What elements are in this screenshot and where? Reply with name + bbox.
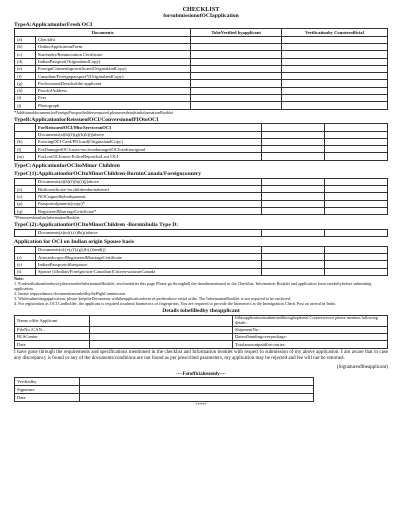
table-row <box>15 261 388 268</box>
row-num <box>15 178 36 185</box>
section-c2-table <box>14 229 388 237</box>
check-cell[interactable] <box>325 193 388 200</box>
check-cell[interactable] <box>281 65 387 72</box>
check-cell[interactable] <box>281 87 387 94</box>
row-num: (g) <box>15 80 36 87</box>
table-row <box>15 43 388 50</box>
table-row <box>15 268 388 275</box>
section-a-note: *AdditionaldocumentforForeignPassportholdersrequired,pleaseseedetailsinInformationBooklet <box>14 109 174 115</box>
col-verified-counter: Verificationby Counterofficial <box>281 29 387 36</box>
row-doc: ForDamagedOCIcases-enclosedamagedOCIcardinoriginal <box>36 146 262 153</box>
section-a-table <box>14 28 388 109</box>
office-input[interactable] <box>80 394 314 402</box>
table-row <box>15 65 388 72</box>
details-label: Date <box>15 341 90 348</box>
check-cell[interactable] <box>262 178 325 185</box>
check-cell[interactable] <box>281 102 387 109</box>
check-cell[interactable] <box>325 153 388 160</box>
section-b-header: ForReissueofOCI/MiscServiceonOCI <box>36 124 262 131</box>
check-cell[interactable] <box>325 229 388 236</box>
row-num: (j) <box>15 102 36 109</box>
courier-field[interactable]: Dateofhandingoverpackage: <box>233 334 388 341</box>
row-doc: Photograph <box>36 102 191 109</box>
table-row <box>15 200 388 207</box>
check-cell[interactable] <box>281 58 387 65</box>
check-cell[interactable] <box>262 153 325 160</box>
row-doc: Spouse [ifIndian/Foreign/non-Canadian]Citizen-statusinCanada <box>36 268 262 275</box>
row-num: (c) <box>15 51 36 58</box>
section-d-table <box>14 246 388 276</box>
office-label: Verifiedby <box>15 378 80 386</box>
section-c-note: *PleaseseedetailsinInformationBooklet <box>14 215 80 221</box>
row-doc: ExistingOCI Card/PIOcard(OriginalandCopy) <box>36 138 262 145</box>
row-num <box>15 246 36 253</box>
row-doc: Checklist <box>36 36 191 43</box>
courier-field[interactable]: ShipmentNo.: <box>233 326 388 333</box>
table-row <box>15 73 388 80</box>
row-num: (d) <box>15 58 36 65</box>
col-documents: Documents <box>15 29 191 36</box>
declaration-text: I have gone through the requirements and specifications mentioned in the checklist and Information booklet with respect to submission of my above application. I am aware that in case any discrepancy is found or any of the documents/conditions are not found as per prescribed parameters, my application may be rejected and fee will not be returned. <box>14 349 388 361</box>
row-num: (h) <box>15 87 36 94</box>
check-cell[interactable] <box>325 131 388 138</box>
check-cell[interactable] <box>325 208 388 215</box>
row-doc: Documents(a)(b)(f)(h)(i)(j)above <box>36 178 262 185</box>
notes-heading: Note: <box>14 276 24 282</box>
table-row <box>15 102 388 109</box>
check-cell[interactable] <box>325 178 388 185</box>
section-b-title: TypeB:ApplicationforReissueofOCI/ConversionofPIOtoOCI <box>14 116 159 123</box>
table-row <box>15 254 388 261</box>
row-doc: Canadian/Foreignpassport*(OriginalandCopy) <box>36 73 191 80</box>
row-num: (q) <box>15 208 36 215</box>
row-doc: Birthcertificate-forchildrenbornabroad <box>36 186 262 193</box>
office-title: ----Forofficialuseonly---- <box>176 371 226 377</box>
check-cell[interactable] <box>325 146 388 153</box>
row-num <box>15 131 36 138</box>
check-cell[interactable] <box>191 87 282 94</box>
page-title: CHECKLIST <box>182 6 220 13</box>
row-doc: NOCsignedbybothparents <box>36 193 262 200</box>
table-row <box>15 178 388 185</box>
page-subtitle: forsubmissionofOCIapplication <box>163 13 239 20</box>
row-num: (o) <box>15 193 36 200</box>
check-cell[interactable] <box>281 80 387 87</box>
table-row <box>15 80 388 87</box>
end-mark: ***** <box>195 402 207 408</box>
row-num: (f) <box>15 73 36 80</box>
check-cell[interactable] <box>281 73 387 80</box>
table-row <box>15 146 388 153</box>
table-row <box>15 229 388 236</box>
courier-field[interactable]: Totalamountpaidforcourier: <box>233 341 388 348</box>
check-cell[interactable] <box>262 261 325 268</box>
details-label: FileNo./CAN... <box>15 326 90 333</box>
row-doc: Documents(a),(e),(f),(g),(h),(i)and(j) <box>36 246 262 253</box>
section-c1-title: TypeC(1):ApplicationforOCItoMinorChildren-BorninCanada/Foreigncountry <box>14 171 202 178</box>
check-cell[interactable] <box>262 186 325 193</box>
check-cell[interactable] <box>281 43 387 50</box>
section-a-title: TypeA:ApplicationforFresh OCI <box>14 21 93 28</box>
section-b-table <box>14 123 388 160</box>
section-c-title: TypeC:ApplicationforOCItoMinor Children <box>14 162 120 169</box>
details-title: Details tobefilledby theapplicant <box>162 308 240 315</box>
note-item: 4. For registration as OCI Cardholder, the applicant is required tosubmit biometrics of fingerprints. You are required to provide the biometrics at the Immigration Check Post on arrival in India. <box>14 301 336 307</box>
check-cell[interactable] <box>262 193 325 200</box>
row-doc: ForLostOCIcases-PoliceReportforLost OCI <box>36 153 262 160</box>
check-cell[interactable] <box>325 200 388 207</box>
section-c1-table <box>14 178 388 215</box>
note-item: 2. Incase requiredmore documentsareaskedbytheHighCommission. <box>14 291 127 297</box>
row-num: (s) <box>15 261 36 268</box>
check-cell[interactable] <box>191 102 282 109</box>
row-doc: RegisteredMarriageCertificate* <box>36 208 262 215</box>
courier-note: Ifthisapplicationissubmittedthroughoptional Courierservice,please mention following details : <box>233 315 388 326</box>
details-input[interactable] <box>90 315 233 326</box>
check-cell[interactable] <box>191 65 282 72</box>
section-d-title: Application for OCI on Indian origin Spouse basis <box>14 239 135 246</box>
check-cell[interactable] <box>262 229 325 236</box>
office-input[interactable] <box>80 386 314 394</box>
signature-label: (Signatureoftheapplicant) <box>336 364 388 370</box>
details-input[interactable] <box>90 341 233 348</box>
check-cell[interactable] <box>325 261 388 268</box>
office-input[interactable] <box>80 378 314 386</box>
check-cell[interactable] <box>191 43 282 50</box>
row-num: (e) <box>15 65 36 72</box>
check-cell[interactable] <box>281 36 387 43</box>
note-item: 3. Whilesubmittingapplication, please keeptheDocuments withtheapplicationform as pertheabove serial order. The InformationBooklet is not required to be enclosed. <box>14 296 291 302</box>
details-label: BLSCenter <box>15 334 90 341</box>
row-doc: ForeignCitizenshipcertificate(OriginalandCopy) <box>36 65 191 72</box>
row-doc: Surrender/Renunciation Certificate <box>36 51 191 58</box>
check-cell[interactable] <box>325 254 388 261</box>
table-row <box>15 51 388 58</box>
table-row <box>15 246 388 253</box>
check-cell[interactable] <box>191 36 282 43</box>
row-num <box>15 229 36 236</box>
details-label: Name ofthe Applicant <box>15 315 90 326</box>
check-cell[interactable] <box>191 73 282 80</box>
table-row <box>15 208 388 215</box>
row-num: (m) <box>15 153 36 160</box>
table-row <box>15 94 388 101</box>
section-c2-title: TypeC(2):ApplicationforOCItoMinorChildren -BorninIndia Type D: <box>14 222 179 229</box>
check-cell[interactable] <box>262 254 325 261</box>
row-num: (a) <box>15 36 36 43</box>
office-label: Signature <box>15 386 80 394</box>
table-row <box>15 58 388 65</box>
table-row <box>15 153 388 160</box>
check-cell[interactable] <box>262 138 325 145</box>
col-verified-applicant: TobeVerified byapplicant <box>191 29 282 36</box>
check-cell[interactable] <box>262 200 325 207</box>
check-cell[interactable] <box>262 131 325 138</box>
check-cell[interactable] <box>325 246 388 253</box>
check-cell[interactable] <box>191 51 282 58</box>
row-doc: Fees <box>36 94 191 101</box>
table-row <box>15 186 388 193</box>
row-doc: IndianPassportofthespouse <box>36 261 262 268</box>
row-num: (b) <box>15 43 36 50</box>
row-num: (p) <box>15 200 36 207</box>
check-cell[interactable] <box>191 58 282 65</box>
table-row <box>15 87 388 94</box>
check-cell[interactable] <box>191 94 282 101</box>
row-num: (k) <box>15 138 36 145</box>
row-doc: OnlineApplicationForm <box>36 43 191 50</box>
row-doc: Passportofparents(copy)* <box>36 200 262 207</box>
check-cell[interactable] <box>262 246 325 253</box>
check-cell[interactable] <box>325 186 388 193</box>
row-doc: IndianPassport(OriginalandCopy) <box>36 58 191 65</box>
details-input[interactable] <box>90 326 233 333</box>
note-item: 1. Fordetailsaboutfeeabove,pleaseseetheInformationBooklet, enclosedafter this page.Please go throughall the detailsmentioned in the Checklist, Information Booklet and application form carefullybefore submitting application. <box>14 281 372 292</box>
table-row <box>15 131 388 138</box>
check-cell[interactable] <box>325 268 388 275</box>
row-doc: Documents(a)to(i),(r)&(p)above <box>36 229 262 236</box>
table-row <box>15 36 388 43</box>
check-cell[interactable] <box>325 138 388 145</box>
row-num: (o) <box>15 186 36 193</box>
table-row <box>15 138 388 145</box>
row-doc: ProfessionalDetailsofthe applicant <box>36 80 191 87</box>
details-input[interactable] <box>90 334 233 341</box>
row-num: (i) <box>15 94 36 101</box>
row-num: (l) <box>15 146 36 153</box>
office-table <box>14 377 314 402</box>
check-cell[interactable] <box>262 268 325 275</box>
office-label: Date <box>15 394 80 402</box>
row-num: (t) <box>15 268 36 275</box>
row-doc: ProofofAddress <box>36 87 191 94</box>
check-cell[interactable] <box>262 208 325 215</box>
row-doc: Documents(a)(b)(f)(g)(h)(i)(j)above <box>36 131 262 138</box>
check-cell[interactable] <box>281 51 387 58</box>
row-doc: AttestedcopyofRegisteredMarriageCertificate <box>36 254 262 261</box>
check-cell[interactable] <box>281 94 387 101</box>
table-row <box>15 193 388 200</box>
check-cell[interactable] <box>262 146 325 153</box>
details-table <box>14 315 388 349</box>
check-cell[interactable] <box>191 80 282 87</box>
row-num: (r) <box>15 254 36 261</box>
